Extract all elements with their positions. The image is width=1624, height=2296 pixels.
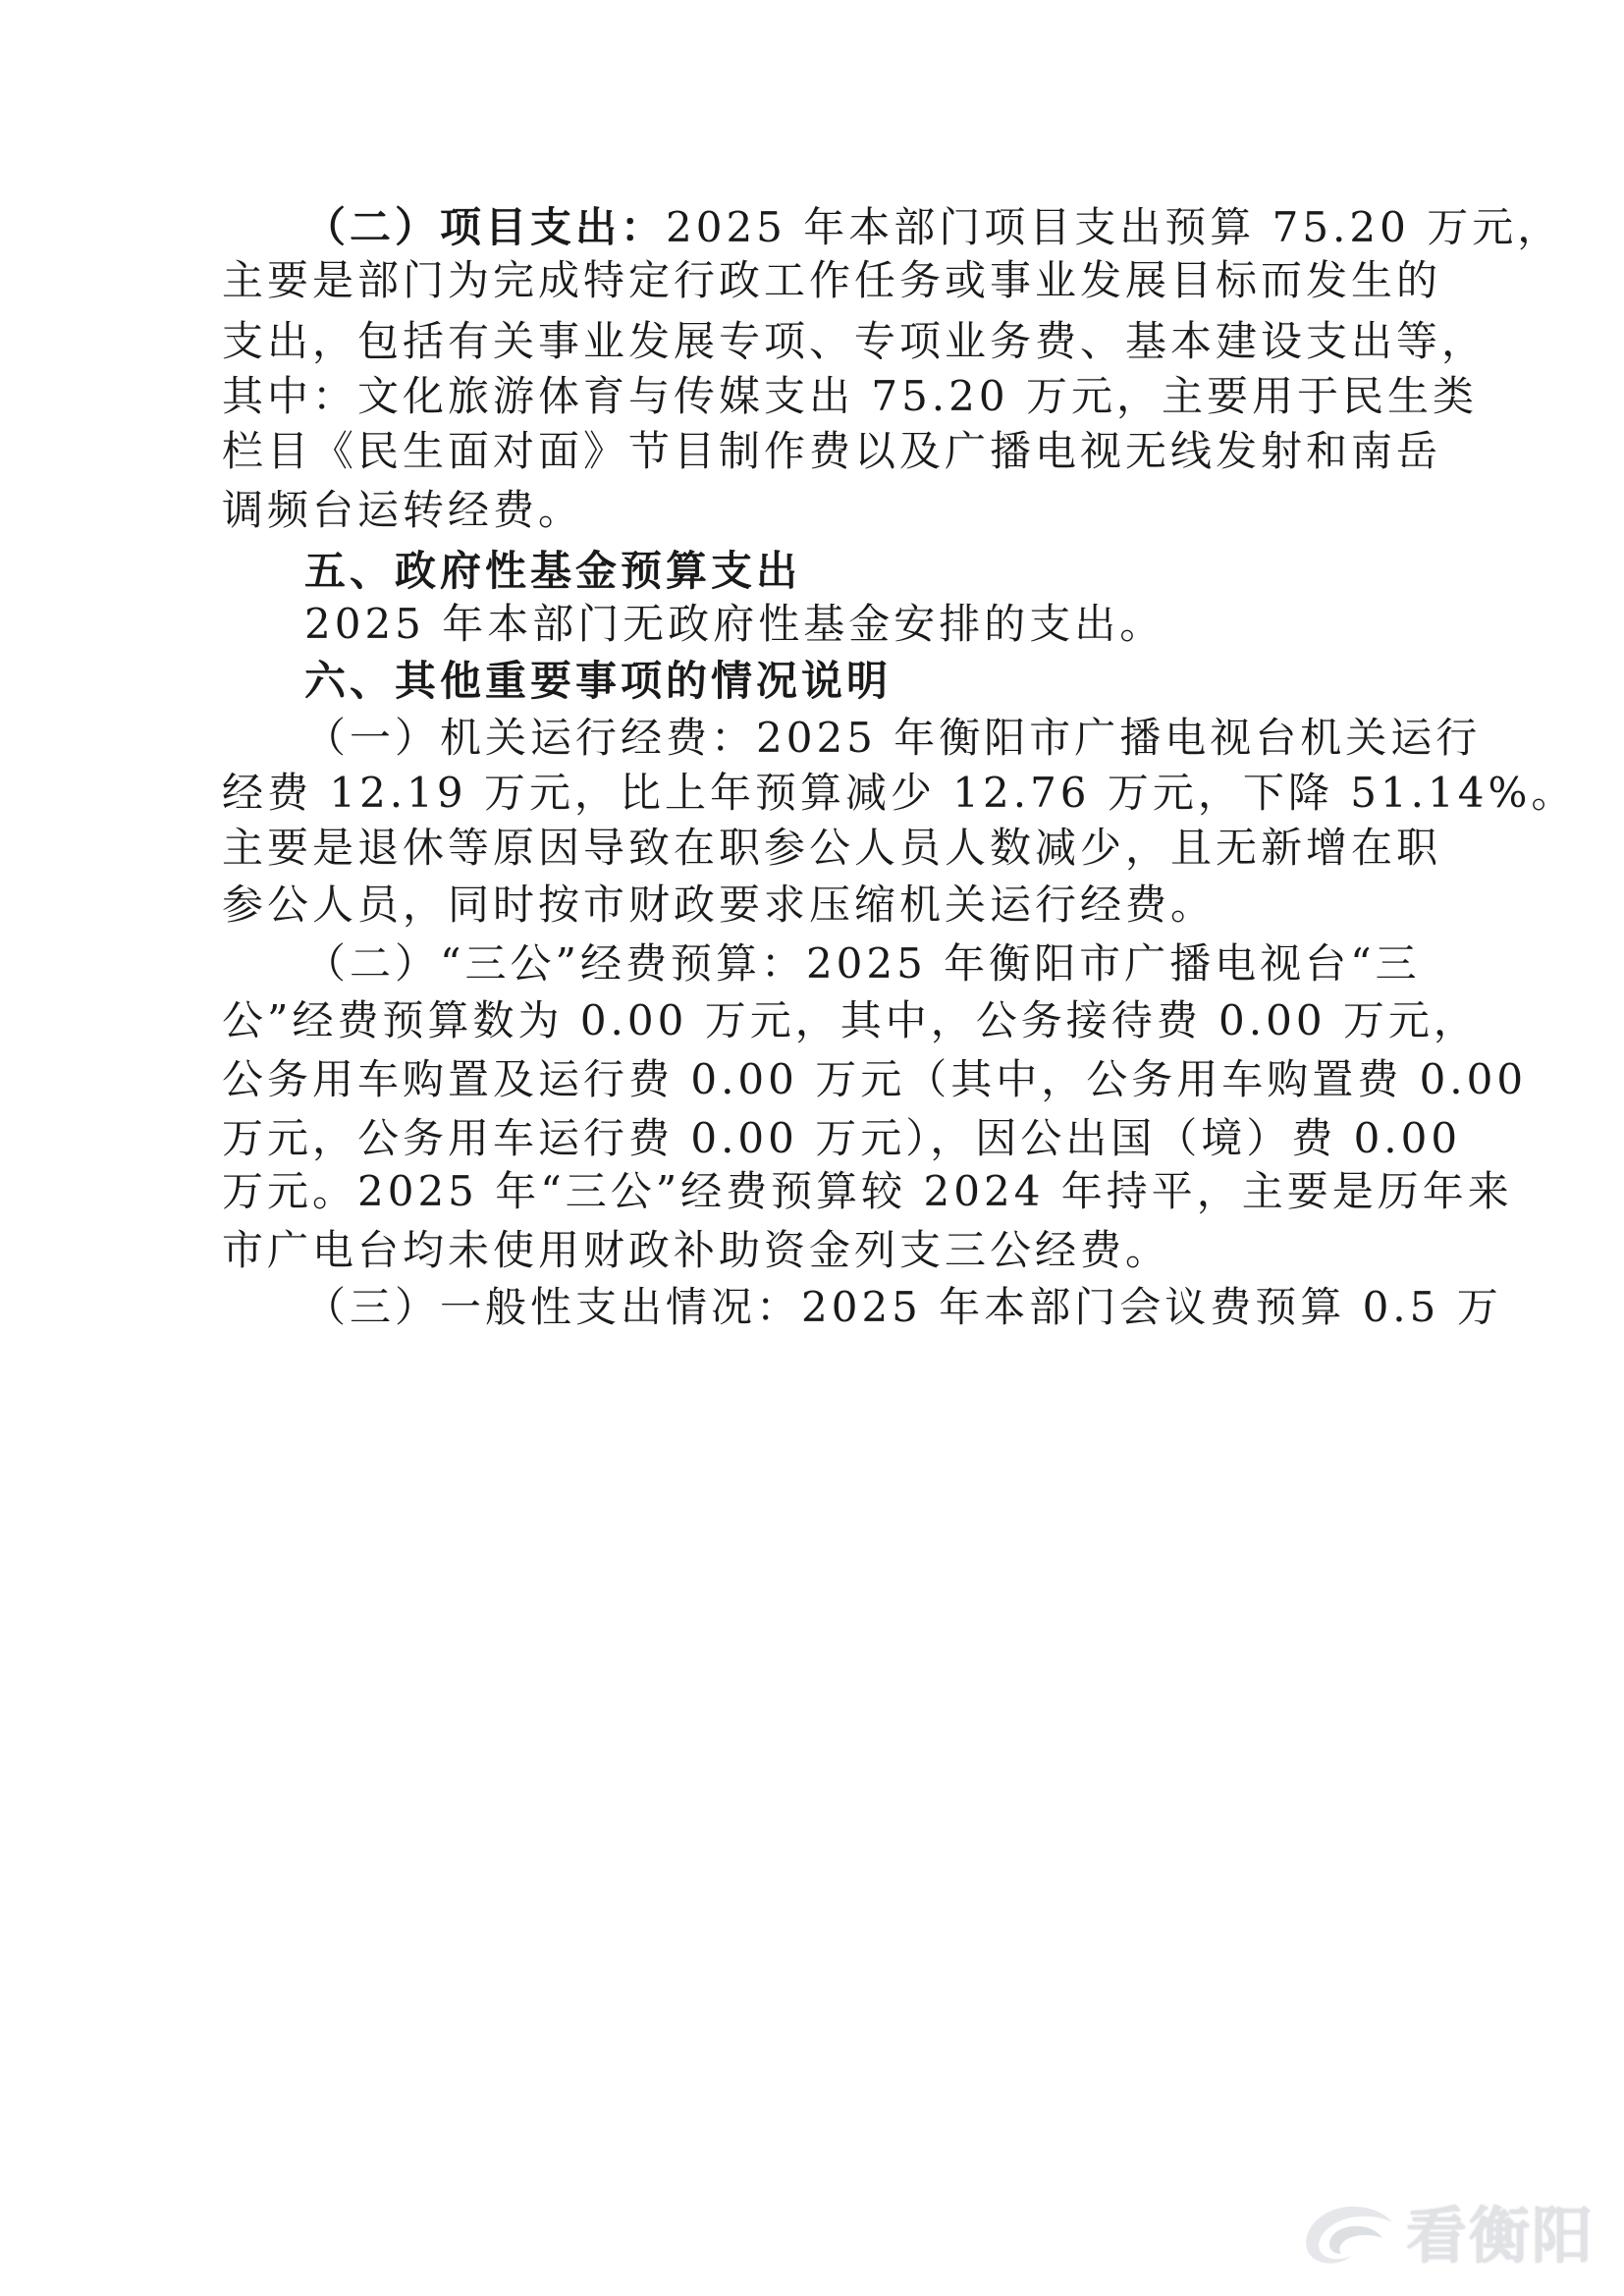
kanhengyang-logo-icon: [1290, 2193, 1398, 2269]
project-expenditure-text: 2025 年本部门项目支出预算 75.20 万元，: [666, 203, 1563, 251]
paragraph-line: （一）机关运行经费：2025 年衡阳市广播电视台机关运行: [304, 714, 1482, 762]
paragraph-line: 主要是部门为完成特定行政工作任务或事业发展目标而发生的: [222, 256, 1442, 304]
paragraph-line: 其中：文化旅游体育与传媒支出 75.20 万元，主要用于民生类: [222, 372, 1478, 420]
paragraph-line: 参公人员，同时按市财政要求压缩机关运行经费。: [222, 881, 1217, 929]
project-expenditure-heading: （二）项目支出：: [304, 203, 667, 251]
paragraph-line: （二）“三公”经费预算：2025 年衡阳市广播电视台“三: [304, 939, 1421, 988]
paragraph-project-expenditure-line-1: [304, 202, 1563, 253]
paragraph-line: 支出，包括有关事业发展专项、专项业务费、基本建设支出等，: [222, 317, 1488, 365]
paragraph-government-fund: 2025 年本部门无政府性基金安排的支出。: [304, 600, 1165, 648]
section-heading-government-fund: 五、政府性基金预算支出: [304, 547, 802, 595]
paragraph-line: 主要是退休等原因导致在职参公人员人数减少，且无新增在职: [222, 824, 1442, 872]
paragraph-line: 市广电台均未使用财政补助资金列支三公经费。: [222, 1226, 1171, 1274]
paragraph-line: 万元。2025 年“三公”经费预算较 2024 年持平，主要是历年来: [222, 1167, 1513, 1215]
paragraph-line: 调频台运转经费。: [222, 486, 584, 534]
section-heading-other-matters: 六、其他重要事项的情况说明: [304, 657, 893, 705]
paragraph-line: 公务用车购置及运行费 0.00 万元（其中，公务用车购置费 0.00: [222, 1055, 1528, 1103]
watermark: [1290, 2187, 1595, 2274]
paragraph-line: 公”经费预算数为 0.00 万元，其中，公务接待费 0.00 万元，: [222, 996, 1479, 1044]
paragraph-line: 万元，公务用车运行费 0.00 万元），因公出国（境）费 0.00: [222, 1114, 1462, 1162]
paragraph-line: 经费 12.19 万元，比上年预算减少 12.76 万元，下降 51.14%。: [222, 769, 1577, 817]
paragraph-line: 栏目《民生面对面》节目制作费以及广播电视无线发射和南岳: [222, 427, 1442, 475]
paragraph-line: （三）一般性支出情况：2025 年本部门会议费预算 0.5 万: [304, 1283, 1502, 1331]
watermark-text: 看衡阳: [1405, 2200, 1595, 2271]
